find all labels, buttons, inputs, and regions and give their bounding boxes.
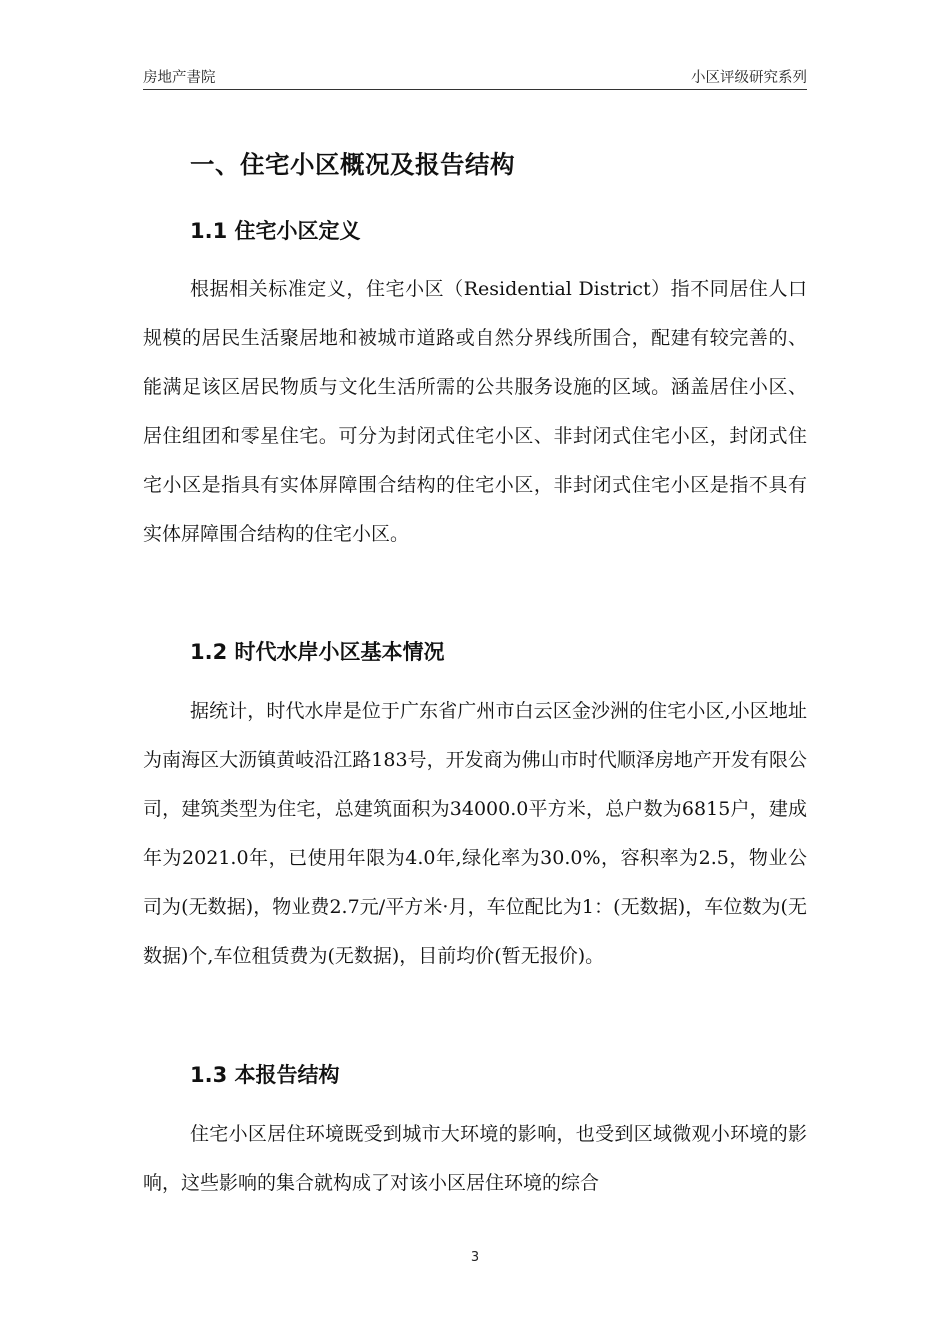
subsection-2-paragraph: 据统计，时代水岸是位于广东省广州市白云区金沙洲的住宅小区,小区地址为南海区大沥镇黄岐沿江路183号，开发商为佛山市时代顺泽房地产开发有限公司，建筑类型为住宅，总建筑面积为34000.0平方米，总户数为6815户，建成年为2021.0年，已使用年限为4.0年,绿化率为30.0%，容积率为2.5，物业公司为(无数据)，物业费2.7元/平方米·月，车位配比为1：(无数据)，车位数为(无数据)个,车位租赁费为(无数据)，目前均价(暂无报价)。 (143, 700, 807, 967)
header-left-title: 房地产書院 (143, 70, 216, 86)
section-title: 一、住宅小区概况及报告结构 (190, 150, 515, 179)
page-number: 3 (470, 1250, 480, 1265)
subsection-1-title: 1.1 住宅小区定义 (190, 219, 361, 243)
header-right-title: 小区评级研究系列 (691, 70, 807, 86)
header-divider (143, 89, 807, 90)
subsection-3-paragraph: 住宅小区居住环境既受到城市大环境的影响，也受到区域微观小环境的影响，这些影响的集合就构成了对该小区居住环境的综合 (143, 1123, 807, 1194)
subsection-1-paragraph: 根据相关标准定义，住宅小区（Residential District）指不同居住人口规模的居民生活聚居地和被城市道路或自然分界线所围合，配建有较完善的、能满足该区居民物质与文化生活所需的公共服务设施的区域。涵盖居住小区、居住组团和零星住宅。可分为封闭式住宅小区、非封闭式住宅小区，封闭式住宅小区是指具有实体屏障围合结构的住宅小区，非封闭式住宅小区是指不具有实体屏障围合结构的住宅小区。 (143, 278, 807, 545)
subsection-3-title: 1.3 本报告结构 (190, 1063, 340, 1087)
subsection-2-title: 1.2 时代水岸小区基本情况 (190, 640, 445, 664)
